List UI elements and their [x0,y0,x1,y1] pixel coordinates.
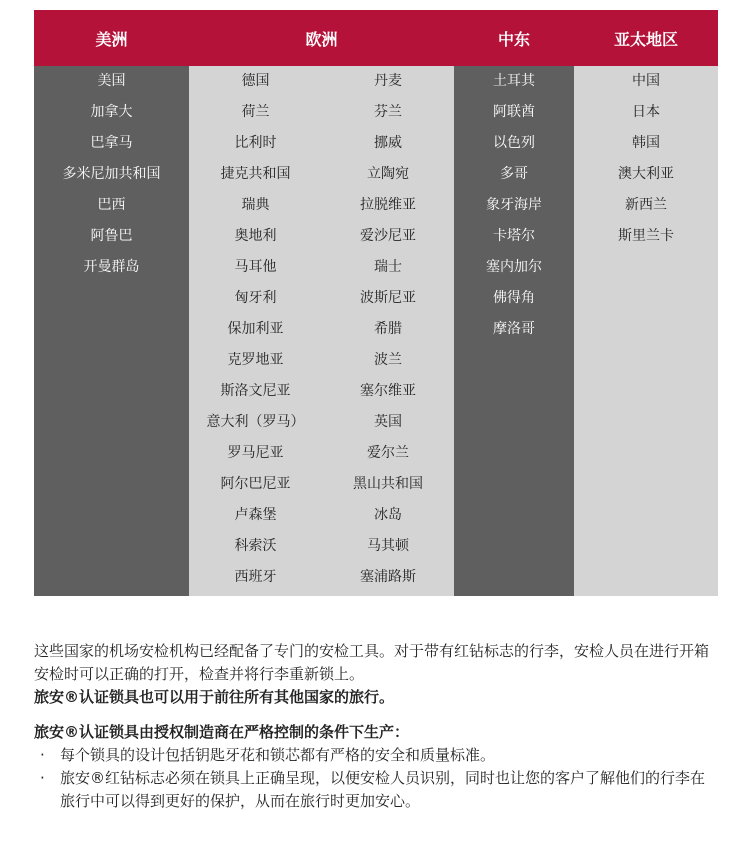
country-item: 保加利亚 [227,321,284,337]
country-item: 捷克共和国 [220,166,291,182]
country-item: 开曼群岛 [83,259,140,275]
country-item: 塞尔维亚 [360,383,416,399]
bullet-text: 每个锁具的设计包括钥匙牙花和锁芯都有严格的安全和质量标准。 [60,746,496,764]
country-item: 挪威 [374,135,402,151]
country-item: 土耳其 [493,73,535,89]
intro-paragraph: 这些国家的机场安检机构已经配备了专门的安检工具。对于带有红钻标志的行李，安检人员在进行开箱安检时可以正确的打开，检查并将行李重新锁上。 [34,642,710,683]
country-item: 塞内加尔 [486,259,542,275]
bullet-item [34,744,718,767]
country-item: 瑞士 [374,259,402,275]
europe-right-list [322,70,454,597]
country-item: 芬兰 [374,104,402,120]
country-item: 荷兰 [241,104,270,120]
country-item: 澳大利亚 [618,166,674,182]
country-item: 丹麦 [374,73,402,89]
header-asia-pacific: 亚太地区 [574,10,718,66]
country-item: 英国 [374,414,402,430]
intro-bold-line: 旅安®认证锁具也可以用于前往所有其他国家的旅行。 [34,688,395,706]
americas-list [34,70,189,287]
country-item: 克罗地亚 [227,352,284,368]
manufacturing-heading: 旅安®认证锁具由授权制造商在严格控制的条件下生产： [34,723,410,741]
manufacturing-bullets [34,744,718,813]
country-item: 爱尔兰 [367,445,409,461]
country-item: 新西兰 [625,197,667,213]
country-item: 美国 [97,73,126,89]
country-item: 摩洛哥 [493,321,535,337]
country-item: 阿尔巴尼亚 [220,476,291,492]
country-item: 奥地利 [234,228,277,244]
country-item: 冰岛 [374,507,402,523]
country-item: 以色列 [493,135,535,151]
bullet-item [34,767,718,813]
column-middle-east [454,66,574,596]
country-item: 匈牙利 [234,290,277,306]
country-item: 瑞典 [241,197,270,213]
country-item: 波斯尼亚 [360,290,416,306]
country-item: 多哥 [500,166,528,182]
europe-left-list [189,70,322,597]
middle-east-list [454,70,574,349]
country-item: 斯洛文尼亚 [220,383,291,399]
country-item: 拉脱维亚 [360,197,416,213]
spacer [34,709,718,721]
country-item: 黑山共和国 [353,476,423,492]
country-item: 马耳他 [234,259,277,275]
country-item: 韩国 [632,135,660,151]
country-item: 希腊 [374,321,402,337]
country-item: 巴拿马 [90,135,133,151]
country-item: 比利时 [234,135,277,151]
asia-pacific-list [574,70,718,256]
country-item: 爱沙尼亚 [360,228,416,244]
country-item: 加拿大 [90,104,133,120]
country-item: 罗马尼亚 [227,445,284,461]
country-item: 德国 [241,73,270,89]
country-item: 意大利（罗马） [206,414,305,430]
country-item: 立陶宛 [367,166,409,182]
country-item: 多米尼加共和国 [62,166,161,182]
country-item: 佛得角 [493,290,535,306]
country-item: 卡塔尔 [493,228,535,244]
header-americas: 美洲 [34,10,189,66]
country-item: 阿鲁巴 [90,228,133,244]
country-item: 波兰 [374,352,402,368]
header-middle-east: 中东 [454,10,574,66]
country-item: 科索沃 [234,538,277,554]
country-item: 象牙海岸 [486,197,542,213]
country-table [34,10,718,596]
header-europe: 欧洲 [189,10,454,66]
country-item: 日本 [632,104,660,120]
country-item: 塞浦路斯 [360,569,416,585]
bullet-dot: · [40,746,45,764]
country-item: 卢森堡 [234,507,277,523]
column-europe [189,66,454,596]
notes-section [34,640,718,813]
country-item: 马其顿 [367,538,409,554]
bullet-dot: · [40,769,45,787]
column-asia-pacific [574,66,718,596]
country-item: 西班牙 [234,569,277,585]
country-item: 中国 [632,73,660,89]
country-item: 阿联酋 [493,104,535,120]
bullet-text: 旅安®红钻标志必须在锁具上正确呈现，以便安检人员识别，同时也让您的客户了解他们的行李在旅行中可以得到更好的保护，从而在旅行时更加安心。 [60,769,706,810]
country-item: 斯里兰卡 [618,228,674,244]
country-item: 巴西 [97,197,126,213]
column-americas [34,66,189,596]
